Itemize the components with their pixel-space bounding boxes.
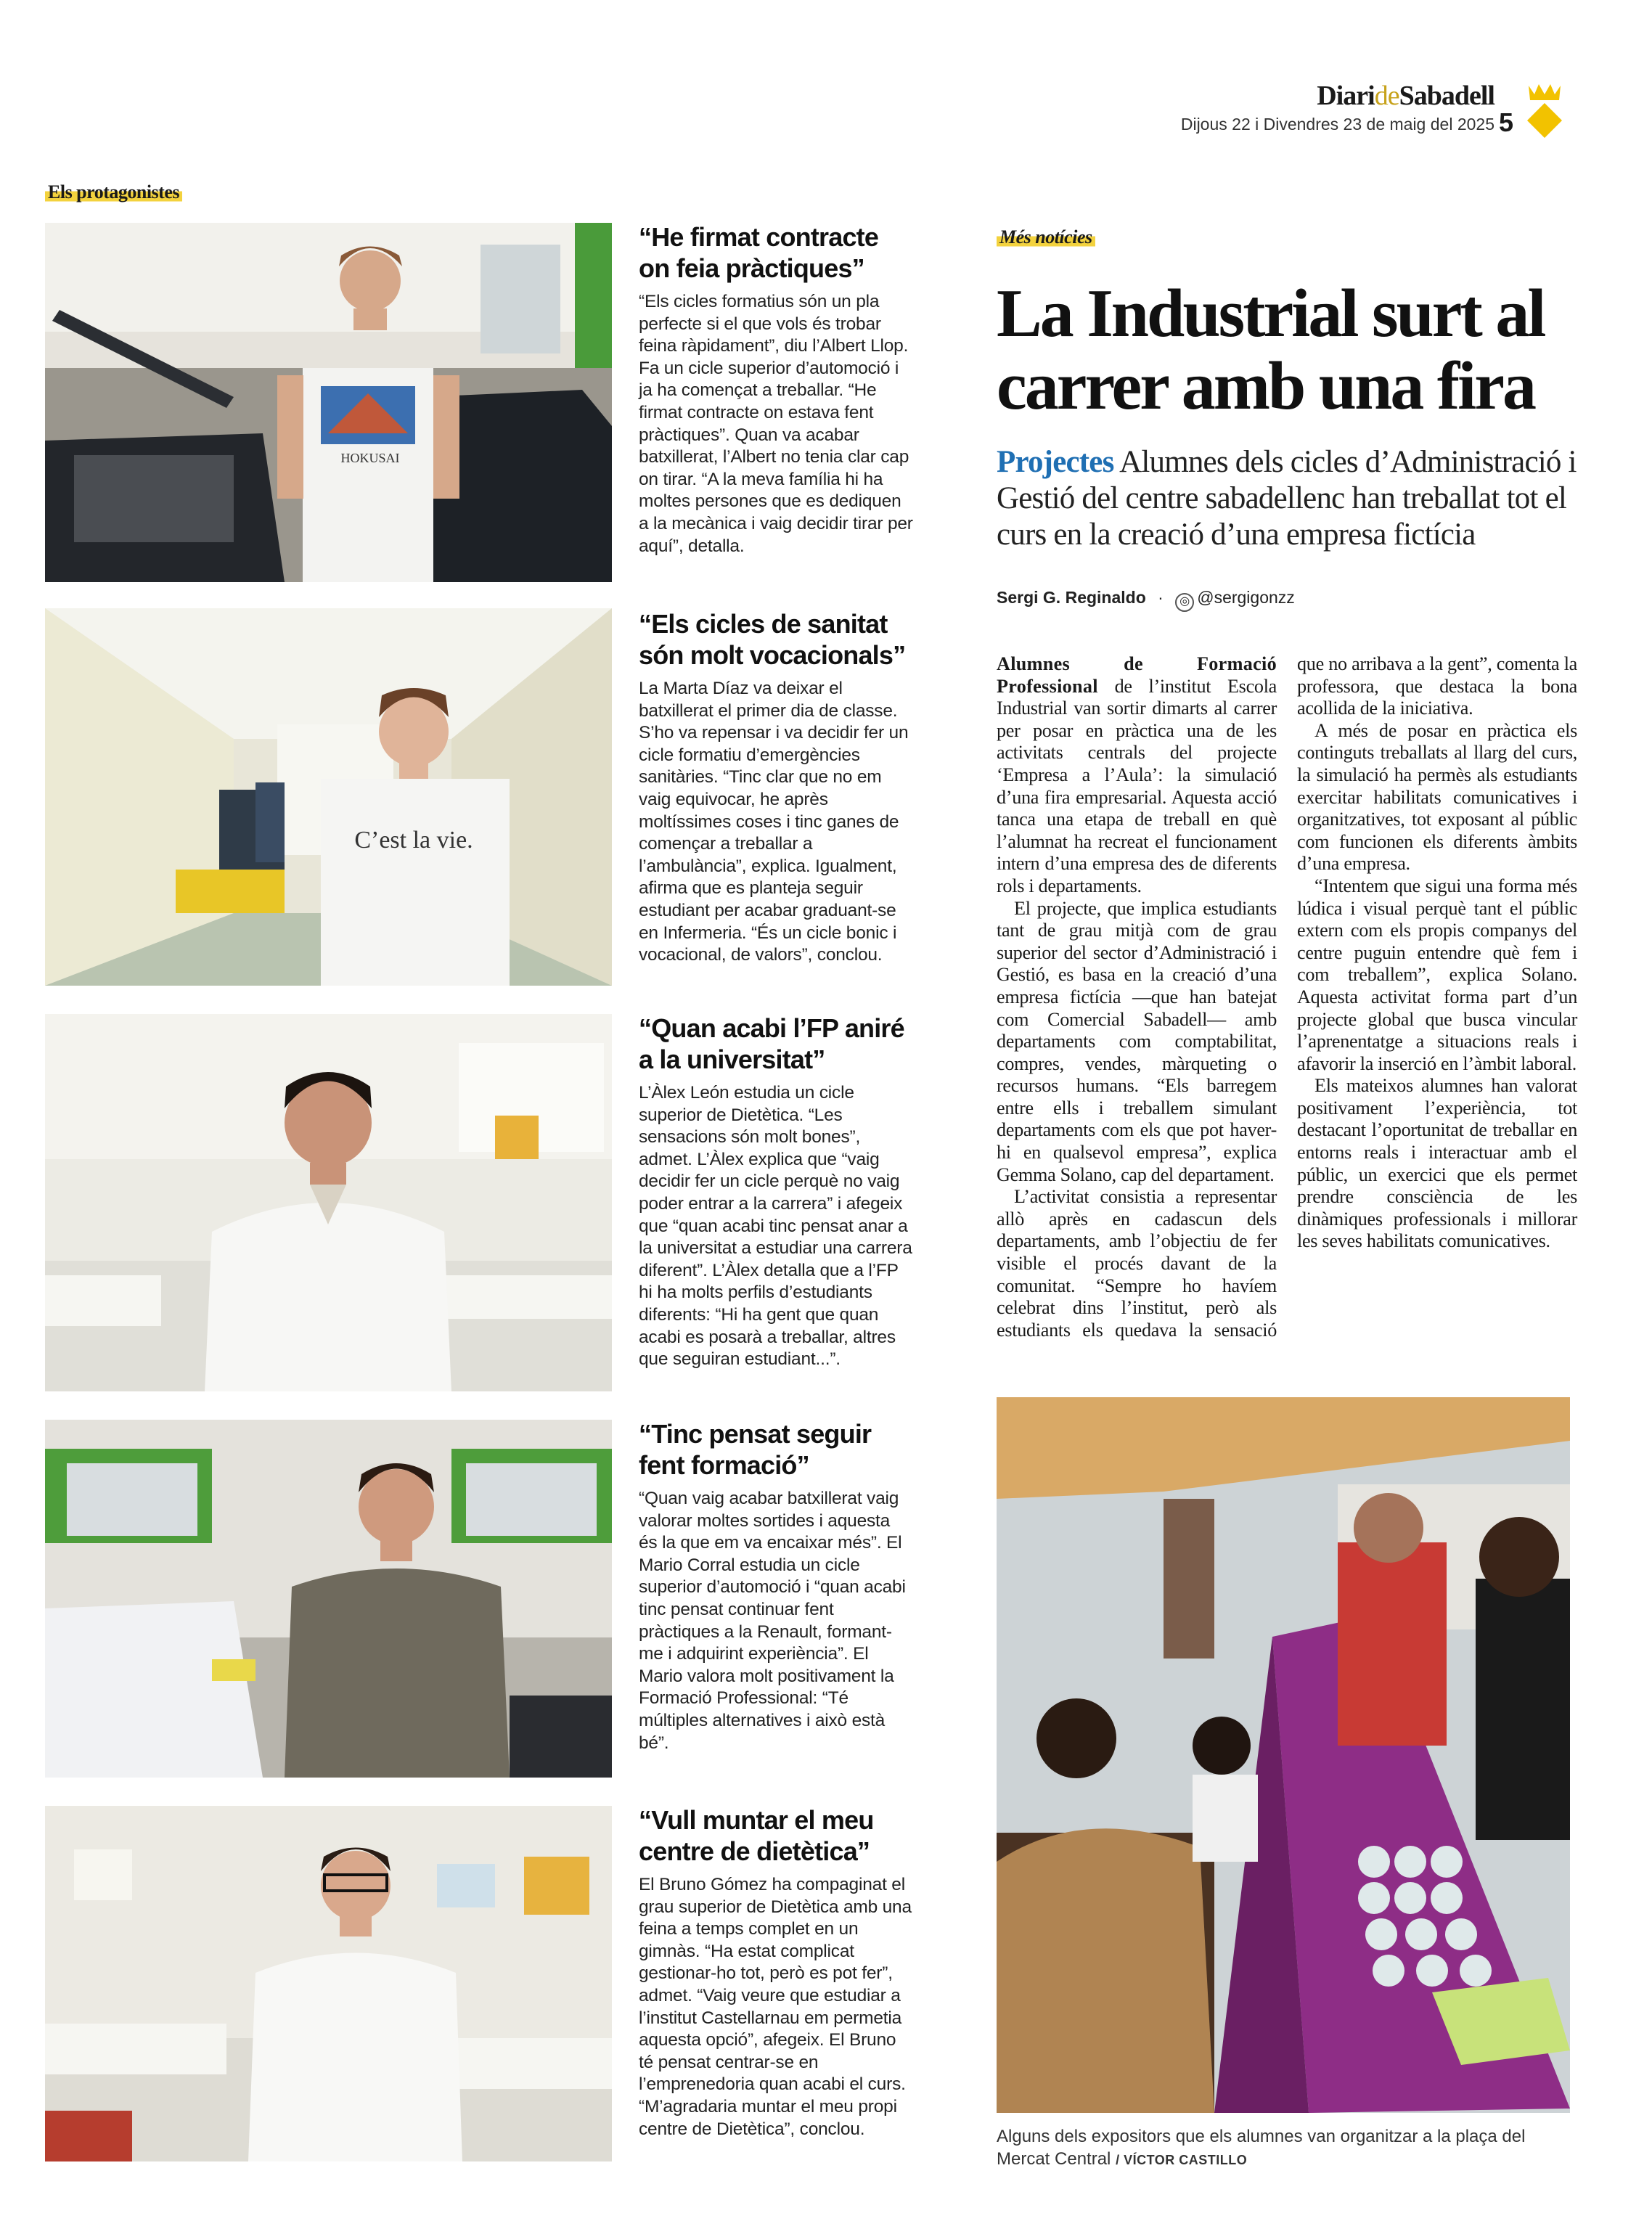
tshirt-print-cest-la-vie: C’est la vie. (354, 827, 473, 854)
photo-bruno-gomez (45, 1806, 612, 2161)
article-headline: La Industrial surt al carrer amb una fira (997, 276, 1545, 424)
protagonist-title: “Els cicles de sanitat són molt vocacionals” (639, 609, 906, 670)
photo-albert-llop (45, 223, 612, 582)
masthead-diari: Diari (1317, 81, 1375, 111)
byline-author: Sergi G. Reginaldo (997, 588, 1146, 607)
protagonist-block-1 (639, 221, 913, 557)
protagonist-body: “Els cicles formatius són un pla perfecte si el que vols és trobar feina ràpidament”, diu l’Albert Llop. Fa un cicle superior d’automoció i ja ha començat a treballar. “He firmat contracte on estava fent pràctiques”. Quan va acabar batxillerat, l’Albert no tenia clar cap on tirar. “A la meva família hi ha moltes persones que es dediquen a la mecànica i vaig decidir tirar per aquí”, detalla. (639, 292, 913, 556)
article-lead: Alumnes de Formació Professional (997, 653, 1277, 697)
section-label-protagonistes: Els protagonistes (45, 181, 182, 203)
article-paragraph: Els mateixos alumnes han valorat positivament l’experiència, tot destacant l’oportunitat de treballar en entorns reals i interactuar amb el públic, un exercici que els permet prendre consciència de les dinàmiques professionals i millorar les seves habilitats comunicatives. (1297, 1075, 1577, 1252)
photo-credit: / VÍCTOR CASTILLO (1116, 2153, 1248, 2167)
article-paragraph: El projecte, que implica estudiants tant de grau mitjà com de grau superior del sector d’Administració i Gestió, es basa en la creació d’una empresa fictícia —que han batejat com Comercial Sabadell— amb departaments com comptabilitat, compres, vendes, màrqueting o recursos humans. “Els barregem entre ells i treballem simulant departaments com els que pot haver-hi en qualsevol empresa”, explica Gemma Solano, cap del departament. (997, 897, 1277, 1185)
masthead-de: de (1374, 81, 1399, 111)
protagonist-title: “Vull muntar el meu centre de dietètica” (639, 1805, 874, 1866)
photo-caption (997, 2125, 1577, 2172)
photo-fira-mercat-central (997, 1397, 1570, 2113)
article-paragraph: A més de posar en pràctica els continguts treballats al llarg del curs, la simulació ha permès als estudiants exercitar habilitats comunicatives i organitzatives, tot exposant al públic com funcionen els diferents àmbits d’una empresa. (1297, 719, 1577, 875)
masthead-sabadell: Sabadell (1399, 81, 1494, 111)
protagonist-block-2 (639, 608, 913, 967)
caption-text: Alguns dels expositors que els alumnes van organitzar a la plaça del Mercat Central (997, 2127, 1526, 2169)
protagonist-title: “Tinc pensat seguir fent formació” (639, 1419, 872, 1480)
issue-date: Dijous 22 i Divendres 23 de maig del 2025 (1180, 115, 1494, 134)
article-paragraph: “Intentem que sigui una forma més lúdica i visual perquè tant el públic extern com els propis companys del centre puguin entendre què fem i com treballem”, explica Solano. Aquesta activitat forma part d’un projecte global que busca vincular l’aprenentatge a situacions reals i afavorir la inserció en l’àmbit laboral. (1297, 875, 1577, 1074)
photo-marta-diaz (45, 608, 612, 986)
photo-mario-corral (45, 1420, 612, 1778)
protagonist-block-5 (639, 1804, 913, 2140)
article-paragraph: Alumnes de Formació Professional de l’institut Escola Industrial van sortir dimarts al carrer per posar en pràctica una de les activitats centrals del projecte ‘Empresa a l’Aula’: la simulació d’una fira empresarial. Aquesta acció tanca una etapa de treball en què l’alumnat ha recreat el funcionament intern d’una empresa des de diferents rols i departaments. (997, 653, 1277, 896)
article-body (997, 653, 1577, 1357)
protagonist-body: El Bruno Gómez ha compaginat el grau superior de Dietètica amb una feina a temps complet en un gimnàs. “Ha estat complicat gestionar-ho tot, però es pot fer”, admet. “Vaig veure que estudiar a l’institut Castellarnau em permetia aquesta opció”, afegeix. El Bruno té pensat centrar-se en l’emprenedoria quan acabi el curs. “M’agradaria muntar el meu propi centre de Dietètica”, conclou. (639, 1875, 912, 2139)
article-paragraph: L’activitat consistia a representar allò après en cadascun dels departaments, amb l’objectiu de fer visible el procés davant de la comunitat. “Sempre ho havíem celebrat dins l’institut, però als estudiants els quedava la sensació que no arribava a la gent”, comenta la professora, que destaca la bona acollida de la iniciativa. (997, 653, 1577, 1341)
protagonist-body: L’Àlex León estudia un cicle superior de Dietètica. “Les sensacions són molt bones”, admet. L’Àlex explica que “vaig decidir fer un cicle perquè no vaig poder entrar a la carrera” i afegeix que “quan acabi tinc pensat anar a la universitat a estudiar una carrera diferent”. L’Àlex detalla que a l’FP hi ha molts perfils d’estudiants diferents: “Hi ha gent que quan acabi es posarà a treballar, altres que seguiran estudiant...”. (639, 1083, 912, 1370)
tshirt-print-hokusai: HOKUSAI (340, 451, 400, 465)
protagonist-body: “Quan vaig acabar batxillerat vaig valorar moltes sortides i aquesta és la que em va encaixar més”. El Mario Corral estudia un cicle superior d’automoció i “quan acabi tinc pensat continuar fent pràctiques a la Renault, formant-me i adquirint experiència”. El Mario valora molt positivament la Formació Professional: “Té múltiples alternatives i això està bé”. (639, 1489, 906, 1753)
deck-text: Alumnes dels cicles d’Administració i Gestió del centre sabadellenc han treballat tot el curs en la creació d’una empresa fictícia (997, 445, 1577, 552)
section-label-mes-noticies: Més notícies (997, 226, 1095, 248)
protagonist-title: “He firmat contracte on feia pràctiques” (639, 222, 879, 283)
masthead (1317, 80, 1494, 112)
article-deck (997, 444, 1577, 553)
protagonist-block-4 (639, 1418, 913, 1754)
city-crest-icon (1523, 81, 1566, 139)
byline (997, 588, 1295, 612)
protagonist-block-3 (639, 1013, 913, 1371)
protagonist-body: La Marta Díaz va deixar el batxillerat el primer dia de classe. S’ho va repensar i va decidir fer un cicle formatiu d’emergències sanitàries. “Tinc clar que no em vaig equivocar, he après moltíssimes coses i tinc ganes de començar a treballar a l’ambulància”, explica. Igualment, afirma que es planteja seguir estudiant per acabar graduant-se en Infermeria. “És un cicle bonic i vocacional, de valors”, conclou. (639, 679, 909, 965)
page-number: 5 (1499, 107, 1514, 137)
instagram-icon: ◎ (1175, 593, 1194, 612)
deck-kicker: Projectes (997, 445, 1114, 479)
byline-handle[interactable]: @sergigonzz (1197, 588, 1295, 607)
photo-alex-leon (45, 1014, 612, 1391)
protagonist-title: “Quan acabi l’FP aniré a la universitat” (639, 1013, 904, 1074)
byline-separator: · (1158, 588, 1164, 607)
